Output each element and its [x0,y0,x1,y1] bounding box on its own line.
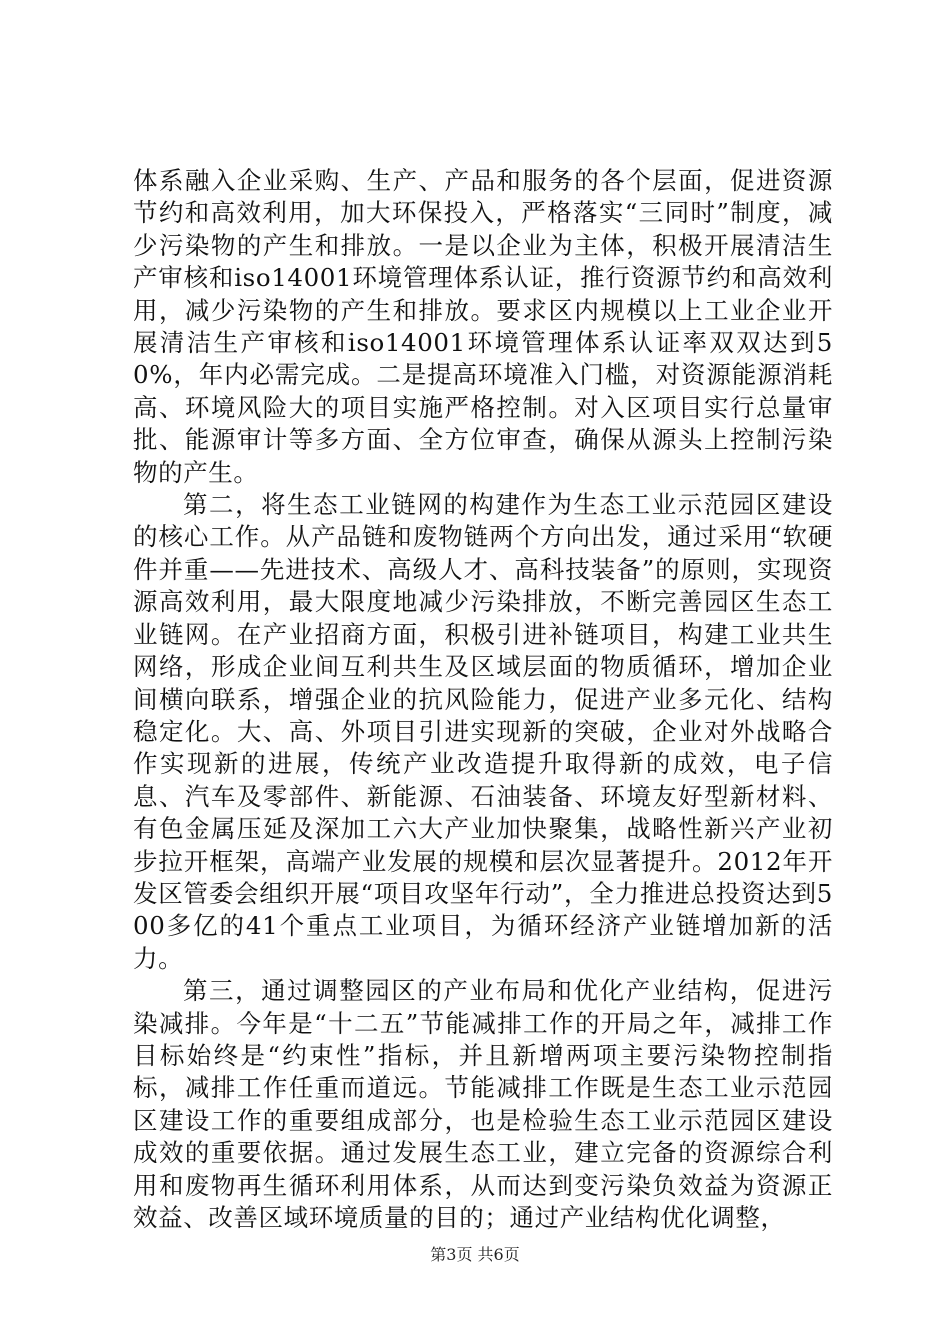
paragraph-1: 体系融入企业采购、生产、产品和服务的各个层面，促进资源节约和高效利用，加大环保投入，严格落实“三同时”制度，减少污染物的产生和排放。一是以企业为主体，积极开展清洁生产审核和iso14001环境管理体系认证，推行资源节约和高效利用，减少污染物的产生和排放。要求区内规模以上工业企业开展清洁生产审核和iso14001环境管理体系认证率双双达到50%，年内必需完成。二是提高环境准入门槛，对资源能源消耗高、环境风险大的项目实施严格控制。对入区项目实行总量审批、能源审计等多方面、全方位审查，确保从源头上控制污染物的产生。 [133,166,833,487]
document-body [133,165,833,1234]
page-footer: 第3页 共6页 [430,1245,520,1264]
paragraph-2: 第二，将生态工业链网的构建作为生态工业示范园区建设的核心工作。从产品链和废物链两个方向出发，通过采用“软硬件并重——先进技术、高级人才、高科技装备”的原则，实现资源高效利用，最大限度地减少污染排放，不断完善园区生态工业链网。在产业招商方面，积极引进补链项目，构建工业共生网络，形成企业间互利共生及区域层面的物质循环，增加企业间横向联系，增强企业的抗风险能力，促进产业多元化、结构稳定化。大、高、外项目引进实现新的突破，企业对外战略合作实现新的进展，传统产业改造提升取得新的成效，电子信息、汽车及零部件、新能源、石油装备、环境友好型新材料、有色金属压延及深加工六大产业加快聚集，战略性新兴产业初步拉开框架，高端产业发展的规模和层次显著提升。2012年开发区管委会组织开展“项目攻坚年行动”，全力推进总投资达到500多亿的41个重点工业项目，为循环经济产业链增加新的活力。 [133,490,833,973]
paragraph-3: 第三，通过调整园区的产业布局和优化产业结构，促进污染减排。今年是“十二五”节能减排工作的开局之年，减排工作目标始终是“约束性”指标，并且新增两项主要污染物控制指标，减排工作任重而道远。节能减排工作既是生态工业示范园区建设工作的重要组成部分，也是检验生态工业示范园区建设成效的重要依据。通过发展生态工业，建立完备的资源综合利用和废物再生循环利用体系，从而达到变污染负效益为资源正效益、改善区域环境质量的目的；通过产业结构优化调整， [133,976,833,1232]
